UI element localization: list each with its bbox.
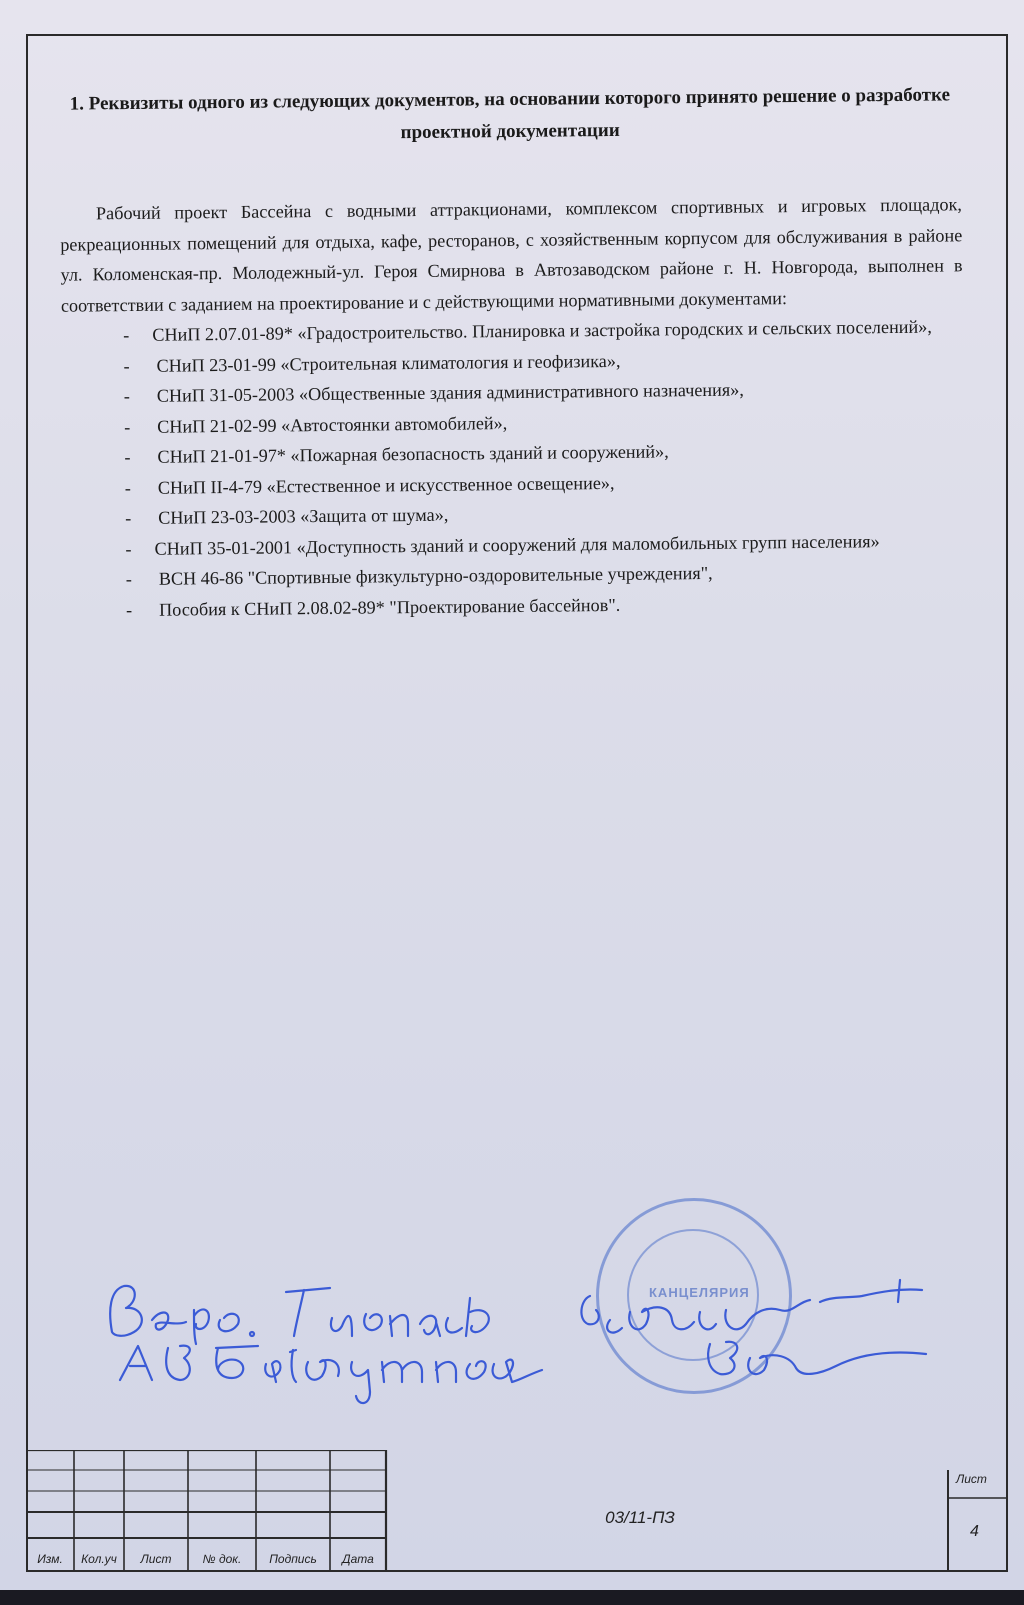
list-dash: - — [124, 477, 131, 498]
document-code: 03/11-ПЗ — [605, 1508, 675, 1527]
col-ndok-label: № док. — [202, 1552, 242, 1566]
col-data-label: Дата — [342, 1552, 374, 1566]
list-item: - СНиП 23-01-99 «Строительная климатология и геофизика», — [61, 342, 963, 382]
list-item: - СНиП 21-02-99 «Автостоянки автомобилей», — [62, 403, 964, 443]
title-block — [26, 1450, 1008, 1572]
list-item: - СНиП 21-01-97* «Пожарная безопасность зданий и сооружений», — [62, 433, 964, 473]
list-dash: - — [125, 599, 133, 620]
list-dash: - — [123, 355, 130, 376]
col-list-label: Лист — [140, 1552, 172, 1566]
list-dash: - — [125, 538, 132, 559]
list-dash: - — [125, 569, 132, 590]
sheet-label: Лист — [956, 1472, 987, 1486]
list-item: - СНиП II-4-79 «Естественное и искусственное освещение», — [63, 464, 965, 504]
col-izm-label: Изм. — [37, 1552, 63, 1566]
list-dash: - — [123, 325, 130, 346]
handwritten-certification — [90, 1240, 990, 1410]
list-item: - ВСН 46-86 "Спортивные физкультурно-оздоровительные учреждения", — [64, 555, 966, 595]
document-body — [60, 189, 966, 625]
norms-list — [61, 311, 966, 625]
intro-paragraph: Рабочий проект Бассейна с водными аттракционами, комплексом спортивных и игровых площадок, рекреационных помещений для отдыха, кафе, ресторанов, с хозяйственным корпусом для обслуживания в районе ул. Коломенская-пр. Молодежный-ул. Героя Смирнова в Автозаводском районе г. Н. Новгорода, выполнен в соответствии с заданием на проектирование и с действующими нормативными документами: — [60, 194, 963, 316]
list-item: - СНиП 23-03-2003 «Защита от шума», — [63, 494, 965, 534]
list-dash: - — [124, 416, 131, 437]
list-item: - СНиП 35-01-2001 «Доступность зданий и сооружений для маломобильных групп населения» — [63, 525, 965, 565]
list-item: - Пособия к СНиП 2.08.02-89* "Проектирование бассейнов". — [64, 586, 966, 626]
sheet-number: 4 — [970, 1523, 979, 1540]
list-dash: - — [123, 386, 131, 407]
list-item: - СНиП 2.07.01-89* «Градостроительство. Планировка и застройка городских и сельских поселений», — [61, 311, 963, 351]
stamp-label: КАНЦЕЛЯРИЯ — [649, 1285, 750, 1300]
list-dash: - — [124, 447, 131, 468]
list-dash: - — [125, 508, 132, 529]
section-heading: 1. Реквизиты одного из следующих документов, на основании которого принято решение о разработке проектной документации — [69, 84, 951, 144]
col-podpis-label: Подпись — [269, 1552, 317, 1566]
col-koluch-label: Кол.уч — [81, 1552, 117, 1566]
list-item: - СНиП 31-05-2003 «Общественные здания административного назначения», — [62, 372, 964, 412]
